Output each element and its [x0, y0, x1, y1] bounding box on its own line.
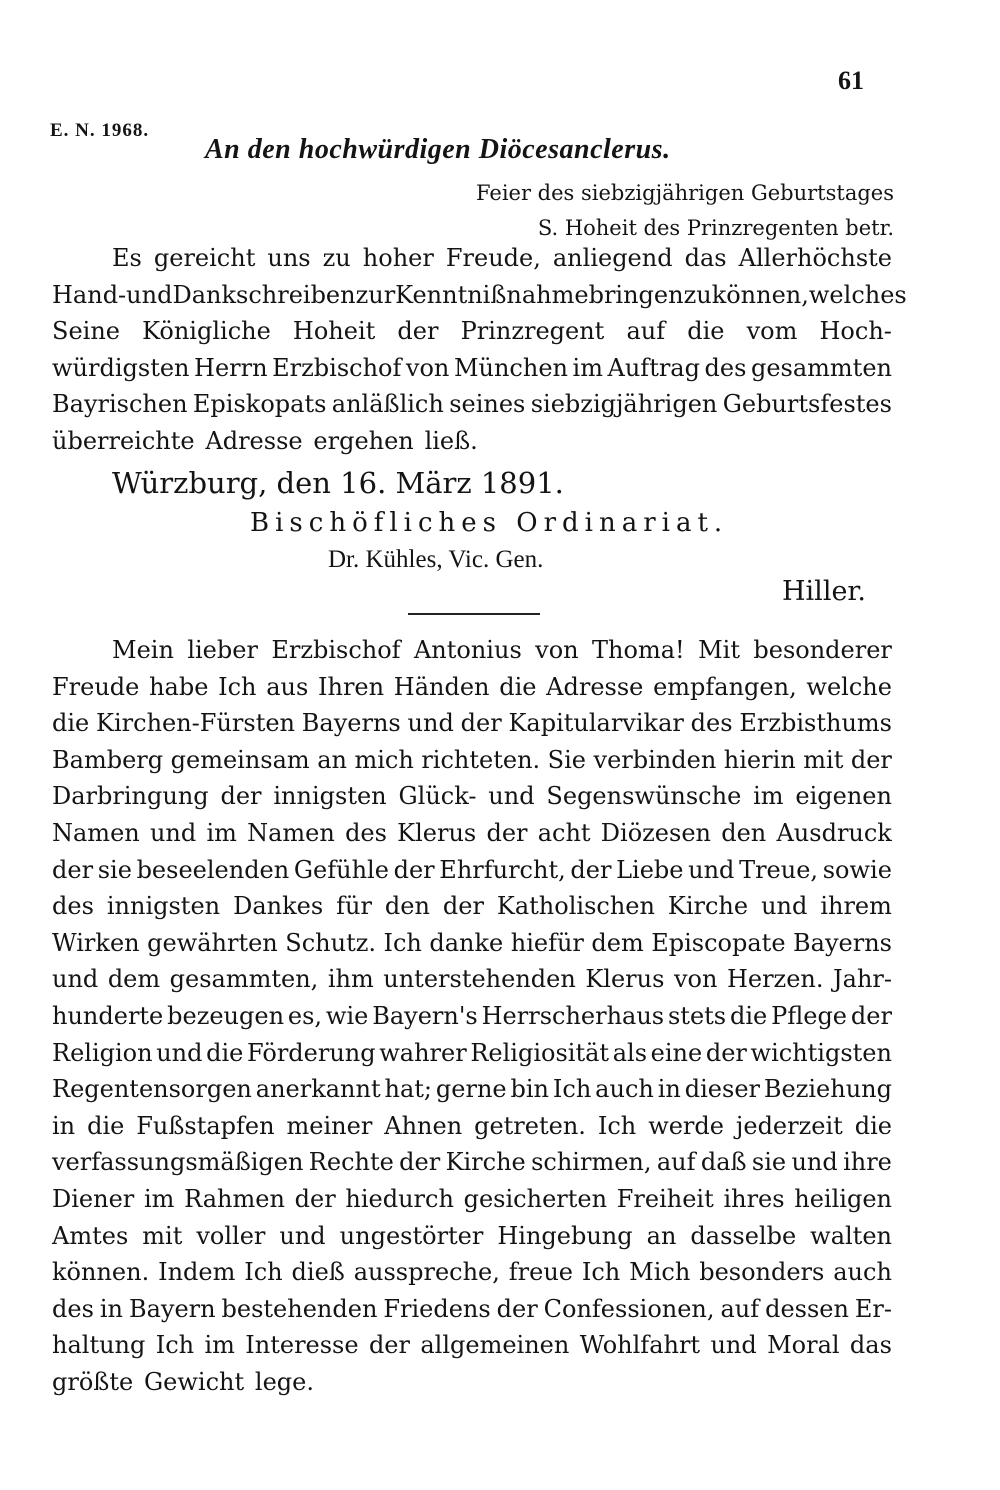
word: die: [499, 672, 537, 701]
word: des: [704, 353, 747, 382]
word: welches: [808, 280, 907, 309]
word: bringen: [588, 280, 684, 309]
word: Kirchen-Fürsten: [96, 709, 295, 738]
word: es,: [287, 1001, 323, 1030]
word: im: [753, 782, 784, 811]
word: besonderer: [753, 636, 892, 664]
word: überreichte: [52, 426, 195, 455]
word: im: [572, 353, 603, 382]
word: Erzbischof: [271, 636, 401, 664]
word: gewährten: [147, 928, 278, 957]
word: im: [204, 1331, 235, 1360]
word: walten: [810, 1221, 892, 1250]
word: Kenntnißnahme: [395, 280, 589, 309]
word: Segenswünsche: [546, 782, 742, 811]
word: Liebe: [616, 855, 684, 884]
word: des: [52, 1294, 94, 1323]
word: den: [721, 818, 767, 847]
word: haltung: [52, 1331, 146, 1360]
word: Freude,: [445, 244, 541, 272]
word: der: [496, 1294, 538, 1323]
word: stets: [667, 1001, 727, 1030]
text-line: [52, 778, 892, 815]
word: Friedens: [383, 1294, 491, 1323]
text-line: [52, 669, 892, 706]
text-line: [52, 1181, 892, 1218]
text-line: [52, 313, 892, 350]
word: auf: [720, 1294, 760, 1323]
word: gesammten: [750, 353, 892, 382]
word: Bayern's: [372, 1001, 478, 1030]
word: wie: [325, 1001, 369, 1030]
word: anliegend: [552, 244, 673, 272]
word: wahrer: [379, 1038, 467, 1067]
text-line: [52, 423, 892, 460]
word: die: [687, 317, 725, 346]
word: Diener: [52, 1184, 135, 1213]
word: würdigsten: [52, 353, 190, 382]
word: der: [397, 317, 439, 346]
word: jederzeit: [735, 1111, 843, 1140]
word: und: [126, 280, 173, 309]
signature-vicar-general: Dr. Kühles, Vic. Gen.: [328, 546, 544, 573]
word: Religion: [52, 1038, 153, 1067]
word: Händen: [393, 672, 490, 701]
text-line: [52, 925, 892, 962]
word: Ich: [552, 1075, 592, 1104]
word: Ich: [383, 928, 422, 957]
word: Herrn: [194, 353, 268, 382]
word: und: [52, 965, 99, 994]
word: zu: [683, 280, 712, 309]
text-line: [52, 386, 892, 423]
word: Auftrag: [607, 353, 700, 382]
word: hiedurch: [345, 1184, 454, 1213]
word: verbinden: [593, 745, 717, 774]
word: Geburtsfestes: [722, 390, 892, 419]
page-number: 61: [838, 66, 864, 95]
word: habe: [149, 672, 209, 701]
word: Confessionen,: [543, 1294, 715, 1323]
word: Ich: [218, 672, 257, 701]
word: heiligen: [794, 1184, 892, 1213]
word: hiefür: [510, 928, 584, 957]
word: werde: [648, 1111, 724, 1140]
word: innigsten: [106, 892, 221, 921]
word: Hand-: [52, 280, 127, 309]
text-line: [52, 350, 892, 387]
word: dessen: [765, 1294, 849, 1323]
word: daß: [700, 1148, 747, 1177]
word: der: [399, 1148, 441, 1177]
word: mich: [354, 745, 414, 774]
word: auch: [833, 1258, 892, 1287]
word: Kirche: [667, 892, 749, 921]
word: dieß: [291, 1258, 345, 1287]
word: danke: [429, 928, 504, 957]
word: lege.: [254, 1367, 314, 1396]
subject-note: [374, 176, 894, 246]
word: Kapitularvikar: [508, 709, 684, 738]
word: von: [673, 965, 718, 994]
word: siebzigjährigen: [530, 390, 718, 419]
issuing-office: Bischöfliches Ordinariat.: [250, 508, 729, 538]
word: Katholischen: [496, 892, 655, 921]
place-date: Würzburg, den 16. März 1891.: [112, 466, 564, 500]
text-line: [52, 1327, 892, 1364]
text-line: [52, 815, 892, 852]
text-line: [52, 888, 892, 925]
word: der: [705, 1038, 747, 1067]
word: und: [791, 1148, 838, 1177]
word: sie: [97, 855, 132, 884]
word: Wirken: [52, 928, 140, 957]
word: Er-: [854, 1294, 892, 1323]
word: der: [294, 1184, 336, 1213]
word: Indem: [158, 1258, 236, 1287]
word: Namen: [247, 818, 335, 847]
text-line: [52, 998, 892, 1035]
word: Jahr-: [833, 965, 892, 994]
word: wichtigsten: [750, 1038, 892, 1067]
word: voller: [196, 1221, 266, 1250]
text-line: [52, 852, 892, 889]
word: der: [393, 855, 435, 884]
word: und: [710, 1331, 757, 1360]
word: anläßlich: [331, 390, 444, 419]
word: zu: [322, 244, 351, 272]
word: allgemeinen: [420, 1331, 570, 1360]
word: gesammten,: [169, 965, 319, 994]
text-line: [52, 1254, 892, 1291]
word: dem: [591, 928, 644, 957]
word: Förderung: [247, 1038, 376, 1067]
word: Religiosität: [470, 1038, 610, 1067]
word: Dankes: [233, 892, 324, 921]
reference-number: E. N. 1968.: [50, 120, 150, 141]
text-line: [52, 705, 892, 742]
text-line: [52, 1144, 892, 1181]
word: Mich: [629, 1258, 691, 1287]
word: hat;: [384, 1075, 433, 1104]
word: Ihren: [318, 672, 385, 701]
word: aus: [266, 672, 309, 701]
word: der: [52, 855, 94, 884]
word: anerkannt: [255, 1075, 381, 1104]
text-line: [52, 1108, 892, 1145]
word: Kirche: [445, 1148, 526, 1177]
word: ungestörter: [339, 1221, 484, 1250]
text-line: [52, 277, 907, 314]
word: in: [52, 1111, 76, 1140]
word: seines: [449, 390, 526, 419]
word: verfassungsmäßigen: [52, 1148, 304, 1177]
word: Ich: [244, 1258, 283, 1287]
word: Bamberg: [52, 745, 164, 774]
word: und: [279, 1221, 326, 1250]
word: dem: [107, 965, 161, 994]
word: können.: [52, 1258, 150, 1287]
word: gerne: [435, 1075, 507, 1104]
word: vom: [746, 317, 798, 346]
word: die: [729, 1001, 768, 1030]
word: von: [405, 353, 450, 382]
text-line: [52, 1071, 892, 1108]
word: der: [368, 1331, 410, 1360]
word: acht: [537, 818, 591, 847]
word: ihrem: [820, 892, 892, 921]
text-line: [52, 632, 892, 669]
word: welche: [806, 672, 892, 701]
word: hoher: [362, 244, 434, 272]
word: getreten.: [474, 1111, 586, 1140]
word: Moral: [767, 1331, 840, 1360]
word: die: [52, 709, 90, 738]
word: auf: [656, 1148, 696, 1177]
word: Bayerns: [793, 928, 892, 957]
word: Prinzregent: [460, 317, 605, 346]
word: können,: [711, 280, 809, 309]
text-line: [52, 1035, 892, 1072]
word: und: [688, 855, 735, 884]
word: Klerus: [397, 818, 477, 847]
word: im: [143, 1184, 175, 1213]
word: der: [486, 818, 528, 847]
word: Königliche: [142, 317, 271, 346]
word: und: [761, 892, 808, 921]
word: und: [149, 818, 197, 847]
word: sowie: [822, 855, 892, 884]
word: mit: [803, 745, 844, 774]
word: Hoheit: [292, 317, 376, 346]
word: eine: [650, 1038, 703, 1067]
word: ließ.: [424, 426, 478, 455]
word: Bayrischen: [52, 390, 188, 419]
word: mit: [142, 1221, 183, 1250]
word: die: [854, 1111, 892, 1140]
word: Freiheit: [616, 1184, 714, 1213]
word: Episkopats: [192, 390, 327, 419]
word: gereicht: [153, 244, 256, 272]
signature-secretary: Hiller.: [782, 576, 866, 607]
word: im: [206, 818, 237, 847]
word: Ich: [597, 1111, 637, 1140]
word: Beziehung: [763, 1075, 892, 1104]
word: dieser: [684, 1075, 760, 1104]
word: zur: [355, 280, 396, 309]
word: von: [535, 636, 579, 664]
announcement-paragraph: [52, 240, 907, 460]
word: ausspreche,: [353, 1258, 500, 1287]
word: Antonius: [413, 636, 522, 664]
text-line: [52, 1291, 892, 1328]
word: Gewicht: [143, 1367, 245, 1396]
word: Gefühle: [293, 855, 389, 884]
word: ergehen: [313, 426, 414, 455]
word: größte: [52, 1367, 134, 1396]
word: Erzbischof: [272, 353, 402, 382]
word: Es: [112, 244, 142, 272]
word: und: [488, 782, 535, 811]
word: beseelenden: [136, 855, 290, 884]
word: bestehenden: [221, 1294, 378, 1323]
word: Treue,: [739, 855, 819, 884]
word: bin: [510, 1075, 549, 1104]
word: Namen: [52, 818, 140, 847]
word: des: [690, 709, 733, 738]
subject-line: Feier des siebzigjährigen Geburtstages: [475, 181, 894, 205]
word: Darbringung: [52, 782, 209, 811]
word: als: [612, 1038, 648, 1067]
word: uns: [267, 244, 311, 272]
word: das: [849, 1331, 892, 1360]
word: Wohlfahrt: [579, 1331, 701, 1360]
word: Herrscherhaus: [481, 1001, 665, 1030]
word: Rechte: [308, 1148, 394, 1177]
word: in: [657, 1075, 681, 1104]
word: des: [52, 892, 94, 921]
word: die: [206, 1038, 244, 1067]
word: Ausdruck: [776, 818, 892, 847]
word: eigenen: [795, 782, 892, 811]
word: die: [87, 1111, 125, 1140]
word: Adresse: [205, 426, 303, 455]
headline: An den hochwürdigen Diöcesanclerus.: [205, 134, 671, 165]
word: bezeugen: [167, 1001, 285, 1030]
word: auf: [626, 317, 666, 346]
word: ihm: [327, 965, 374, 994]
word: Fußstapfen: [136, 1111, 275, 1140]
word: München: [453, 353, 568, 382]
word: Seine: [52, 317, 120, 346]
word: hierin: [723, 745, 796, 774]
word: Bayern: [128, 1294, 216, 1323]
word: Diözesen: [600, 818, 711, 847]
word: für: [336, 892, 372, 921]
word: Allerhöchste: [738, 244, 892, 272]
word: an: [646, 1221, 677, 1250]
word: das: [684, 244, 727, 272]
word: und: [407, 709, 454, 738]
text-line: [52, 961, 892, 998]
word: lieber: [187, 636, 258, 664]
word: an: [317, 745, 347, 774]
word: Hoch-: [819, 317, 892, 346]
word: der: [570, 855, 612, 884]
word: gemeinsam: [170, 745, 310, 774]
word: der: [460, 709, 502, 738]
word: Ich: [155, 1331, 195, 1360]
word: Dankschreiben: [172, 280, 356, 309]
word: freue: [508, 1258, 573, 1287]
word: ihre: [843, 1148, 892, 1177]
section-divider: [408, 613, 540, 615]
word: Mein: [112, 636, 174, 664]
word: auch: [595, 1075, 654, 1104]
word: den: [384, 892, 430, 921]
word: der: [220, 782, 262, 811]
word: Ich: [581, 1258, 621, 1287]
word: unterstehenden: [383, 965, 576, 994]
word: besonders: [699, 1258, 825, 1287]
word: Rahmen: [184, 1184, 285, 1213]
word: Thoma!: [592, 636, 685, 664]
word: Freude: [52, 672, 140, 701]
word: innigsten: [273, 782, 387, 811]
text-line: [52, 1218, 892, 1255]
word: Klerus: [585, 965, 665, 994]
word: und: [156, 1038, 203, 1067]
word: der: [442, 892, 484, 921]
word: Adresse: [546, 672, 644, 701]
word: dasselbe: [690, 1221, 797, 1250]
word: Mit: [698, 636, 740, 664]
word: gesicherten: [463, 1184, 608, 1213]
subject-line: S. Hoheit des Prinzregenten betr.: [537, 216, 894, 240]
text-line: [52, 240, 892, 277]
word: Interesse: [245, 1331, 359, 1360]
text-line: [52, 1364, 892, 1401]
word: Episcopate: [651, 928, 786, 957]
word: Amtes: [52, 1221, 129, 1250]
word: richteten.: [421, 745, 541, 774]
word: schirmen,: [531, 1148, 652, 1177]
word: empfangen,: [653, 672, 797, 701]
word: ihres: [723, 1184, 785, 1213]
word: sie: [751, 1148, 787, 1177]
word: Erzbisthums: [739, 709, 892, 738]
word: Ehrfurcht,: [439, 855, 566, 884]
text-line: [52, 742, 892, 779]
word: meiner: [286, 1111, 373, 1140]
word: in: [99, 1294, 123, 1323]
word: Ahnen: [384, 1111, 463, 1140]
word: des: [345, 818, 387, 847]
word: Herzen.: [726, 965, 824, 994]
word: der: [850, 1001, 892, 1030]
word: der: [850, 745, 892, 774]
word: Pflege: [771, 1001, 848, 1030]
word: Hingebung: [497, 1221, 633, 1250]
word: Bayerns: [301, 709, 401, 738]
word: Glück-: [398, 782, 477, 811]
word: Sie: [547, 745, 586, 774]
word: Schutz.: [285, 928, 376, 957]
letter-paragraph: [52, 632, 892, 1400]
word: Regentensorgen: [52, 1075, 252, 1104]
word: hunderte: [52, 1001, 164, 1030]
